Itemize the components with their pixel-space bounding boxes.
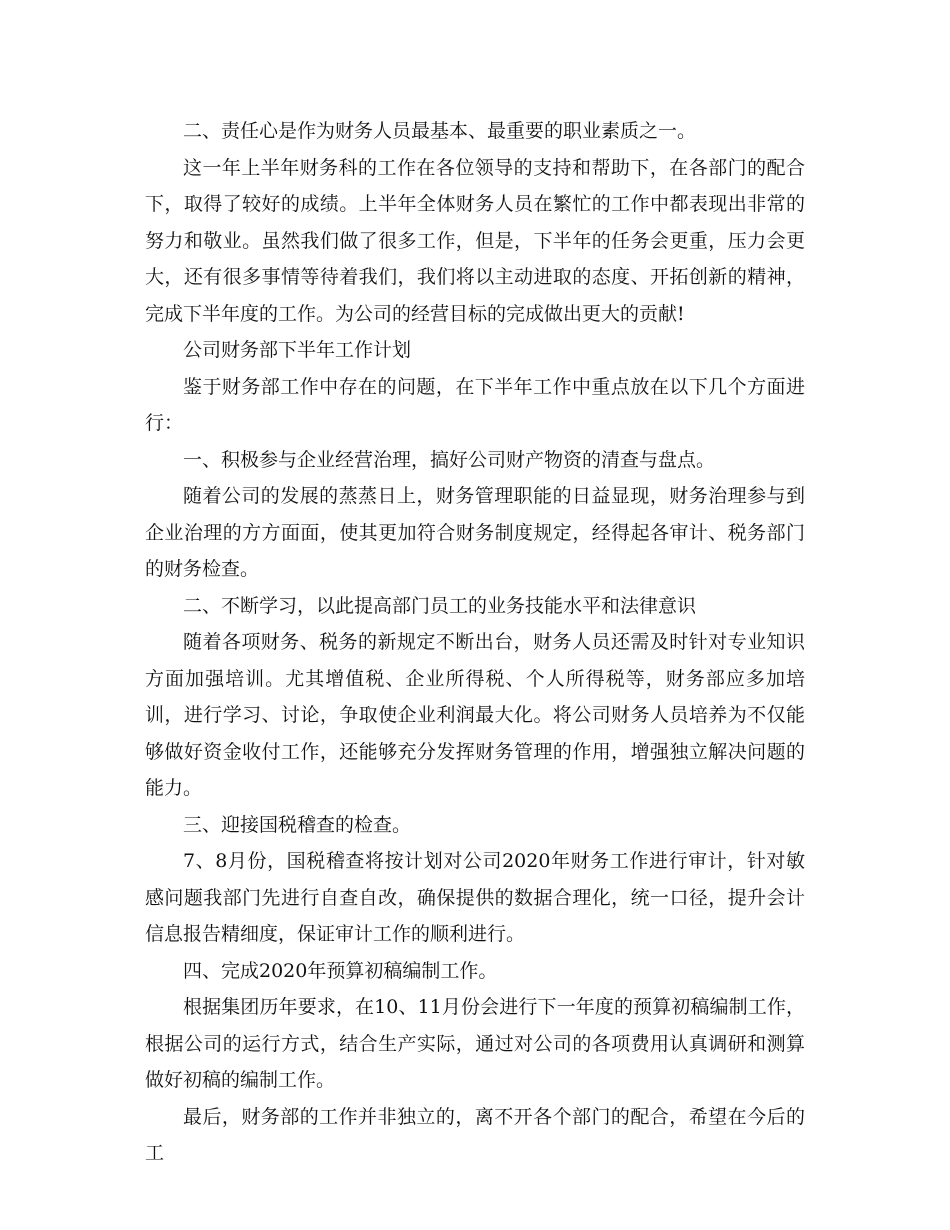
paragraph-item-1-body: 随着公司的发展的蒸蒸日上，财务管理职能的日益显现，财务治理参与到企业治理的方方面面，使其更加符合财务制度规定，经得起各审计、税务部门的财务检查。 (145, 485, 805, 580)
paragraph-closing: 最后，财务部的工作并非独立的，离不开各个部门的配合，希望在今后的工 (145, 1105, 805, 1164)
paragraph-first-half-summary: 这一年上半年财务科的工作在各位领导的支持和帮助下，在各部门的配合下，取得了较好的成绩。上半年全体财务人员在繁忙的工作中都表现出非常的努力和敬业。虽然我们做了很多工作，但是，下半年的任务会更重，压力会更大，还有很多事情等待着我们，我们将以主动进取的态度、开拓创新的精神，完成下半年度的工作。为公司的经营目标的完成做出更大的贡献! (145, 156, 805, 325)
paragraph-item-4-heading: 四、完成2020年预算初稿编制工作。 (183, 959, 498, 982)
paragraph-plan-intro: 鉴于财务部工作中存在的问题，在下半年工作中重点放在以下几个方面进行： (145, 375, 805, 434)
paragraph-item-3-heading: 三、迎接国税稽查的检查。 (183, 813, 412, 836)
paragraph-item-4-body: 根据集团历年要求，在10、11月份会进行下一年度的预算初稿编制工作，根据公司的运行方式，结合生产实际，通过对公司的各项费用认真调研和测算做好初稿的编制工作。 (145, 996, 805, 1091)
document-body (145, 113, 805, 1172)
paragraph-item-1-heading: 一、积极参与企业经营治理，搞好公司财产物资的清查与盘点。 (183, 448, 716, 471)
paragraph-item-2-body: 随着各项财务、税务的新规定不断出台，财务人员还需及时针对专业知识方面加强培训。尤其增值税、企业所得税、个人所得税等，财务部应多加培训，进行学习、讨论，争取使企业利润最大化。将公司财务人员培养为不仅能够做好资金收付工作，还能够充分发挥财务管理的作用，增强独立解决问题的能力。 (145, 631, 805, 799)
paragraph-responsibility-heading: 二、责任心是作为财务人员最基本、最重要的职业素质之一。 (183, 120, 697, 142)
paragraph-item-2-heading: 二、不断学习，以此提高部门员工的业务技能水平和法律意识 (183, 594, 697, 617)
paragraph-item-3-body: 7、8月份，国税稽查将按计划对公司2020年财务工作进行审计，针对敏感问题我部门先进行自查自改，确保提供的数据合理化，统一口径，提升会计信息报告精细度，保证审计工作的顺利进行。 (145, 850, 805, 945)
paragraph-plan-title: 公司财务部下半年工作计划 (183, 339, 412, 361)
